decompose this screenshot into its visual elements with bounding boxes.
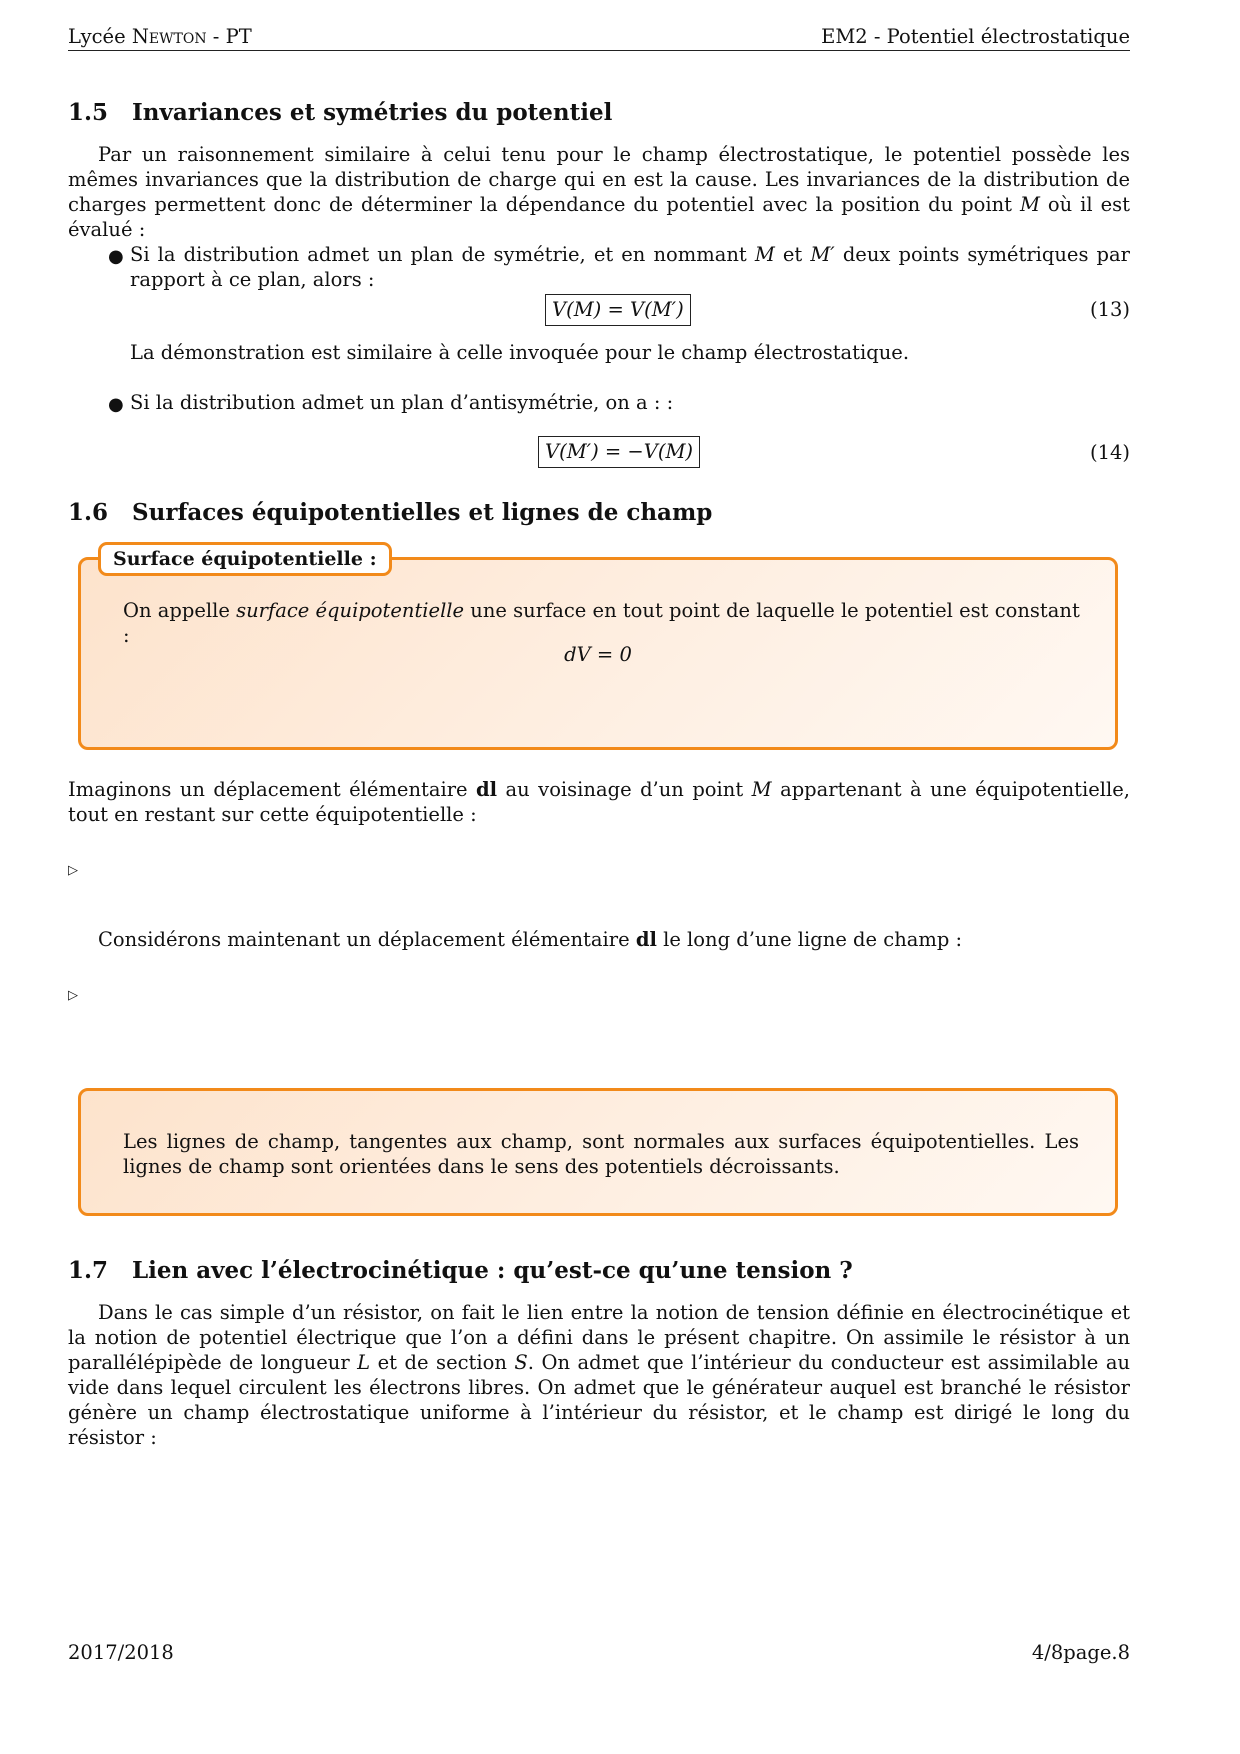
footer-year: 2017/2018 — [68, 1641, 174, 1664]
equation-13-number: (13) — [1089, 298, 1130, 321]
equation-13: V(M) = V(M′) — [545, 294, 691, 326]
section-heading-1-7: 1.7 Lien avec l’électrocinétique : qu’est-ce qu’une tension ? — [68, 1257, 853, 1284]
property-box — [78, 1088, 1118, 1216]
demo-text: La démonstration est similaire à celle invoquée pour le champ électrostatique. — [130, 341, 910, 364]
definition-text: On appelle surface équipotentielle une surface en tout point de laquelle le potentiel est constant : — [123, 599, 1080, 647]
section-1-6-para2: Considérons maintenant un déplacement élémentaire dl le long d’une ligne de champ : — [98, 928, 963, 951]
section-heading-1-5: 1.5 Invariances et symétries du potentiel — [68, 99, 613, 126]
header-chapter: EM2 - Potentiel électrostatique — [821, 25, 1130, 48]
equation-14: V(M′) = −V(M) — [538, 436, 700, 468]
triangle-marker-2: ▷ — [68, 988, 78, 1003]
equation-14-number: (14) — [1089, 441, 1130, 464]
bullet-2-text: Si la distribution admet un plan d’antisymétrie, on a : : — [130, 391, 674, 414]
definition-box-title: Surface équipotentielle : — [98, 542, 392, 576]
section-1-6-para1: Imaginons un déplacement élémentaire dl au voisinage d’un point M appartenant à une équipotentielle, tout en restant sur cette équipotentielle : — [68, 778, 1130, 826]
triangle-marker-1: ▷ — [68, 863, 78, 878]
bullet-1: ● — [108, 246, 124, 267]
definition-equation: dV = 0 — [564, 643, 632, 666]
bullet-2: ● — [108, 394, 124, 415]
footer-page: 4/8page.8 — [1031, 1641, 1130, 1664]
header-school: Lycée Newton - PT — [68, 25, 252, 48]
section-1-7-paragraph: Dans le cas simple d’un résistor, on fait le lien entre la notion de tension définie en électrocinétique et la notion de potentiel électrique que l’on a défini dans le présent chapitre. On assimile le résistor à un parallélépipède de longueur L et de section S. On admet que l’intérieur du conducteur est assimilable au vide dans lequel circulent les électrons libres. On admet que le générateur auquel est branché le résistor génère un champ électrostatique uniforme à l’intérieur du résistor, et le champ est dirigé le long du résistor : — [68, 1301, 1131, 1449]
page-header — [68, 22, 1130, 51]
definition-box — [78, 557, 1118, 750]
section-1-5-intro: Par un raisonnement similaire à celui tenu pour le champ électrostatique, le potentiel possède les mêmes invariances que la distribution de charge qui en est la cause. Les invariances de la distribution de charges permettent donc de déterminer la dépendance du potentiel avec la position du point M où il est évalué : — [68, 143, 1130, 241]
section-heading-1-6: 1.6 Surfaces équipotentielles et lignes de champ — [68, 499, 713, 526]
bullet-1-text: Si la distribution admet un plan de symétrie, et en nommant M et M′ deux points symétriques par rapport à ce plan, alors : — [130, 243, 1130, 291]
property-text: Les lignes de champ, tangentes aux champ, sont normales aux surfaces équipotentielles. Les lignes de champ sont orientées dans le sens des potentiels décroissants. — [123, 1130, 1079, 1178]
